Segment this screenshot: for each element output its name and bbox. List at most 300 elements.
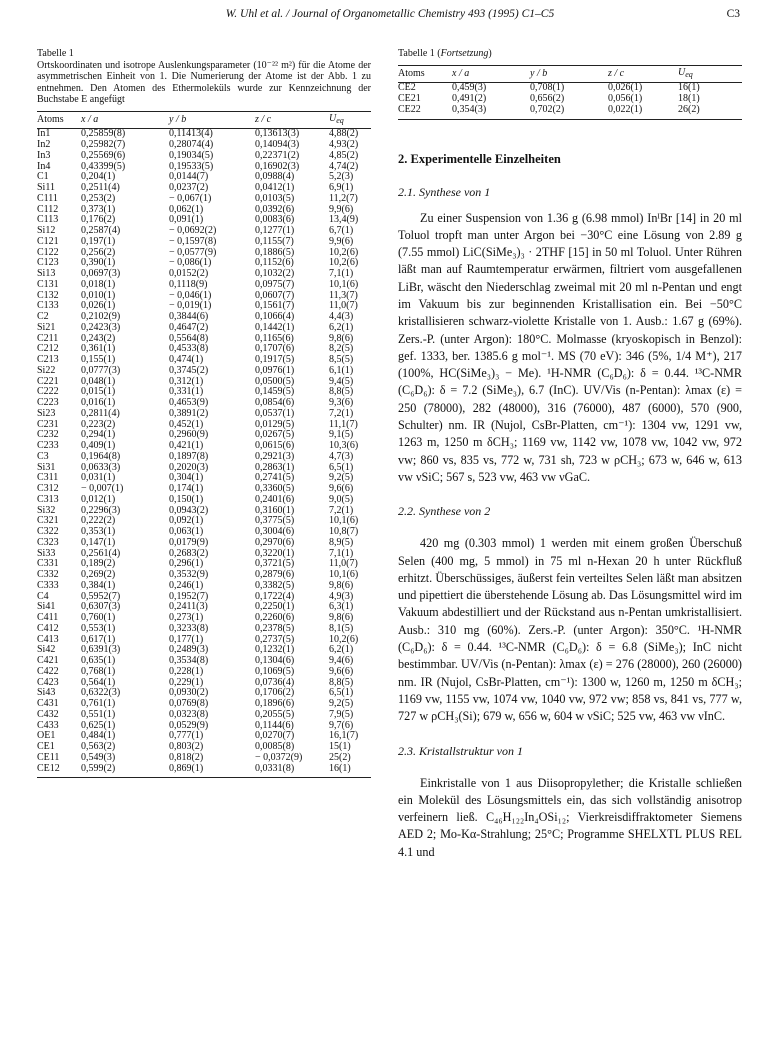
z-coordinate: 0,1707(6) (255, 343, 295, 355)
x-coordinate: 0,018(1) (81, 278, 116, 290)
table-caption: Ortskoordinaten und isotrope Auslenkungsparameter (10⁻²² m²) für die Atome der asymmetrischen Einheit von 1. Die Numerierung der Atome ist der Abb. 1 zu entnehmen. Den Atomen des Ethermoleküls wurde zur Kennzeichnung der Buchstabe E angefügt (37, 59, 371, 105)
table-row (37, 624, 371, 635)
y-coordinate: 0,091(1) (169, 214, 204, 226)
z-coordinate: − 0,0372(9) (255, 751, 303, 763)
x-coordinate: 0,761(1) (81, 698, 116, 709)
y-coordinate: 0,229(1) (169, 676, 204, 688)
z-coordinate: 0,0854(6) (255, 397, 295, 408)
atom-label: C232 (37, 429, 59, 441)
ueq-value: 6,3(1) (329, 601, 354, 613)
x-coordinate: 0,197(1) (81, 235, 116, 247)
z-coordinate: 0,3775(5) (255, 515, 295, 527)
ueq-value: 13,4(9) (329, 214, 359, 226)
z-coordinate: 0,1442(1) (255, 321, 295, 333)
y-coordinate: 0,19034(5) (169, 149, 214, 161)
atom-label: Si23 (37, 407, 56, 419)
y-coordinate: 0,2683(2) (169, 547, 209, 559)
table-row (37, 194, 371, 205)
z-coordinate: 0,0975(7) (255, 278, 295, 290)
x-coordinate: 0,551(1) (81, 708, 116, 720)
subsection-title-1: 2.1. Synthese von 1 (398, 184, 491, 199)
y-coordinate: 0,273(1) (169, 612, 204, 623)
x-coordinate: 0,353(1) (81, 526, 116, 537)
atom-label: C421 (37, 655, 59, 666)
running-title: W. Uhl et al. / Journal of Organometallic Chemistry 493 (1995) C1–C5 (225, 8, 555, 20)
z-coordinate: 0,2250(1) (255, 601, 295, 613)
paragraph-synthesis-2: 420 mg (0.303 mmol) 1 werden mit einem großen Überschuß Selen (400 mg, 5 mmol) in 75 ml n-Hexan 20 h unter Rückfluß erhitzt. Überschüssiges, äußerst fein verteiltes Selen läßt man absitzen und pipettiert die überstehende Lösung ab. Das Lösungsmittel wird im Vakuum abdestilliert und der Rückstand aus n-Pentan umkristallisiert. Ausb.: 310 mg (60%). Zers.-P. (unter Argon): 350°C. ¹H-NMR (C₆D₆): δ = 0.44. ¹³C-NMR (C₆D₆): δ = 6.8 (SiMe₃); InC nicht bestimmbar. UV/Vis (n-Pentan): λmax (ε) = 276 (28000), 260 (26000) nm. IR (Nujol, CsBr-Platten, cm⁻¹): 1300 w, 1260 m, 1250 m δCH₃; 1169 vw, 1155 vw, 1074 vw, 1040 vw, 972 vw; 858 vs, 841 vs, 777 w, 727 w ρCH₃(Si); 679 w, 656 w, 604 w νSiC; 525 vw, 463 vw νInC. (398, 536, 742, 724)
atom-label: C222 (37, 386, 59, 398)
atom-label: C212 (37, 343, 59, 355)
x-coordinate: 0,010(1) (81, 289, 116, 301)
atom-label: C233 (37, 440, 59, 451)
x-coordinate: 0,361(1) (81, 343, 116, 355)
col-header-atoms: Atoms (37, 113, 64, 125)
ueq-value: 8,8(5) (329, 386, 354, 398)
ueq-value: 9,8(6) (329, 579, 354, 591)
x-coordinate: 0,155(1) (81, 354, 116, 365)
z-coordinate: 0,2879(6) (255, 569, 295, 580)
table-row (37, 538, 371, 549)
ueq-value: 10,1(6) (329, 278, 359, 290)
ueq-value: 9,0(5) (329, 493, 354, 505)
atom-label: In2 (37, 139, 51, 150)
atom-label: Si12 (37, 225, 56, 236)
atom-label: C213 (37, 354, 59, 365)
ueq-value: 9,4(6) (329, 655, 354, 666)
y-coordinate: 0,3745(2) (169, 364, 209, 376)
subsection-title-2: 2.2. Synthese von 2 (398, 504, 491, 519)
running-header (40, 8, 740, 24)
atom-label: CE12 (37, 762, 60, 774)
atom-label: C2 (37, 311, 49, 322)
ueq-value: 9,2(5) (329, 698, 354, 709)
ueq-value: 10,2(6) (329, 257, 359, 269)
y-coordinate: 0,246(1) (169, 579, 204, 591)
atom-label: CE2 (398, 82, 416, 94)
cont-col-header-x: x / a (452, 67, 470, 79)
ueq-symbol: U (329, 112, 337, 124)
ueq-value: 8,5(5) (329, 354, 354, 365)
table-row (37, 409, 371, 420)
z-coordinate: 0,2401(6) (255, 493, 295, 505)
z-coordinate: 0,1886(5) (255, 246, 295, 258)
z-coordinate: 0,1152(6) (255, 257, 294, 269)
y-coordinate: − 0,019(1) (169, 300, 212, 312)
atom-label: C333 (37, 579, 59, 591)
z-coordinate: 0,22371(2) (255, 149, 300, 161)
ueq-value: 7,2(1) (329, 504, 354, 516)
paragraph-synthesis-1: Zu einer Suspension von 1.36 g (6.98 mmol) InᴵBr [14] in 20 ml Toluol tropft man unter Argon bei −30°C eine Lösung von 2.89 g (7.55 mmol) LiC(SiMe₃)₃ · 2THF [15] in 50 ml Toluol. Unter Rühren läßt man auf Raumtemperatur erwärmen, filtriert vom ausgefallenen LiBr, wäscht den Niederschlag zweimal mit 20 ml n-Pentan und engt im Vakuum bis zur beginnenden Kristallisation ein. Bei −50°C kristallisieren schwarz-violette Kristalle von 1. Ausb.: 1.67 g (69%). Zers.-P. (unter Argon): 180°C. Molmasse (kryoskopisch in Benzol): gef. 1333, ber. 1385.6 g mol⁻¹. MS (70 eV): 346 (5%, 1/4 M⁺), 217 (100%, HC(SiMe₃)₃ − Me). ¹H-NMR (C₆D₆): δ = 0.44. ¹³C-NMR (C₆D₆): δ = 7.2 (SiMe₃), 6.7 (InC). UV/Vis (n-Pentan): λmax (ε) = 250 (78000), 282 (48000), 316 (76000), 487 (6000), 570 (900, Schulter) nm. IR (Nujol, CsBr-Platten, cm⁻¹): 1304 vw, 1291 vw, 1263 m, 1250 m δCH₃; 1169 vw, 1142 vw, 1078 vw, 1042 vw, 972 vw; 860 vs, 835 vs, 772 w, 731 sh, 723 w ρCH₃; 673 w, 646 w, 613 vw νSiC; 567 s, 523 vw, 463 vw νGaC. (398, 210, 742, 484)
x-coordinate: 0,409(1) (81, 440, 116, 451)
x-coordinate: 0,390(1) (81, 257, 116, 269)
ueq-value: 16(1) (678, 82, 700, 94)
atom-label: C4 (37, 590, 49, 602)
y-coordinate: 0,296(1) (169, 558, 204, 570)
ueq-value: 11,0(7) (329, 300, 358, 312)
x-coordinate: 0,048(1) (81, 375, 116, 387)
ueq-value: 10,1(6) (329, 515, 359, 527)
z-coordinate: 0,1561(7) (255, 300, 295, 312)
z-coordinate: 0,2260(6) (255, 612, 295, 623)
atom-label: Si43 (37, 687, 56, 699)
x-coordinate: 0,015(1) (81, 386, 116, 398)
atom-label: C412 (37, 622, 59, 634)
y-coordinate: − 0,0692(2) (169, 225, 217, 236)
z-coordinate: 0,0500(5) (255, 375, 295, 387)
cont-col-header-atoms: Atoms (398, 67, 425, 79)
x-coordinate: 0,294(1) (81, 429, 116, 441)
ueq-value: 7,1(1) (329, 268, 354, 279)
y-coordinate: 0,11413(4) (169, 128, 213, 140)
y-coordinate: − 0,046(1) (169, 289, 212, 301)
x-coordinate: 0,2561(4) (81, 547, 121, 559)
y-coordinate: 0,0930(2) (169, 687, 209, 699)
ueq-value: 16,1(7) (329, 730, 359, 742)
x-coordinate: 0,176(2) (81, 214, 116, 226)
y-coordinate: 0,177(1) (169, 633, 204, 645)
atom-label: Si31 (37, 461, 56, 473)
ueq-value: 9,9(6) (329, 203, 354, 215)
y-coordinate: 0,452(1) (169, 418, 204, 430)
atom-label: OE1 (37, 730, 56, 742)
z-coordinate: 0,0267(5) (255, 429, 295, 441)
table-label: Tabelle 1 (37, 48, 74, 59)
x-coordinate: 0,2102(9) (81, 311, 121, 322)
right-column (398, 48, 742, 861)
atom-label: C423 (37, 676, 59, 688)
atom-label: Si13 (37, 268, 56, 279)
x-coordinate: − 0,007(1) (81, 483, 124, 494)
x-coordinate: 0,1964(8) (81, 450, 121, 462)
x-coordinate: 0,635(1) (81, 655, 116, 666)
z-coordinate: 0,0607(7) (255, 289, 295, 301)
y-coordinate: 0,062(1) (169, 203, 204, 215)
ueq-value: 8,1(5) (329, 622, 354, 634)
z-coordinate: 0,2737(5) (255, 633, 295, 645)
left-column (37, 48, 371, 778)
atom-label: In3 (37, 149, 51, 161)
x-coordinate: 0,016(1) (81, 397, 116, 408)
atom-label: C223 (37, 397, 59, 408)
x-coordinate: 0,256(2) (81, 246, 116, 258)
coordinate-table-body (37, 129, 371, 774)
ueq-value: 26(2) (678, 103, 700, 115)
table-cont-bottom-rule (398, 119, 742, 120)
z-coordinate: 0,2921(3) (255, 450, 295, 462)
ueq-value: 10,8(7) (329, 526, 359, 537)
table-row (37, 452, 371, 463)
atom-label: C131 (37, 278, 59, 290)
x-coordinate: 0,6391(3) (81, 644, 121, 656)
z-coordinate: 0,1165(6) (255, 332, 294, 344)
ueq-value: 6,5(1) (329, 687, 354, 699)
z-coordinate: 0,0103(5) (255, 192, 295, 204)
coordinate-table-continued (398, 66, 742, 116)
y-coordinate: 0,656(2) (530, 93, 565, 104)
table-cont-label: Tabelle 1 (Fortsetzung) (398, 48, 492, 59)
y-coordinate: 0,28074(4) (169, 139, 214, 150)
y-coordinate: − 0,1597(8) (169, 235, 217, 247)
x-coordinate: 0,223(2) (81, 418, 116, 430)
atom-label: C132 (37, 289, 59, 301)
atom-label: Si32 (37, 504, 56, 516)
ueq-value: 4,74(2) (329, 160, 359, 172)
y-coordinate: 0,803(2) (169, 741, 204, 752)
ueq-value: 18(1) (678, 93, 700, 104)
y-coordinate: 0,5564(8) (169, 332, 209, 344)
cont-col-header-y: y / b (530, 67, 548, 79)
ueq-value: 7,1(1) (329, 547, 354, 559)
ueq-value: 6,9(1) (329, 182, 354, 193)
y-coordinate: 0,228(1) (169, 665, 204, 677)
y-coordinate: − 0,067(1) (169, 192, 212, 204)
ueq-value: 9,4(5) (329, 375, 354, 387)
cont-col-header-z: z / c (608, 67, 625, 79)
table-header-row (37, 112, 371, 129)
x-coordinate: 0,5952(7) (81, 590, 121, 602)
ueq-value: 9,9(6) (329, 235, 354, 247)
z-coordinate: 0,1896(6) (255, 698, 295, 709)
z-coordinate: 0,16902(3) (255, 160, 300, 172)
x-coordinate: 0,026(1) (81, 300, 116, 312)
coordinate-table (37, 112, 371, 775)
y-coordinate: 0,474(1) (169, 354, 204, 365)
y-coordinate: 0,0943(2) (169, 504, 209, 516)
x-coordinate: 0,564(1) (81, 676, 116, 688)
atom-label: C312 (37, 483, 59, 494)
table-row (37, 753, 371, 764)
table-row (37, 323, 371, 334)
z-coordinate: 0,0331(8) (255, 762, 295, 774)
y-coordinate: 0,3534(8) (169, 655, 209, 666)
x-coordinate: 0,25982(7) (81, 139, 126, 150)
x-coordinate: 0,2811(4) (81, 407, 120, 419)
z-coordinate: 0,2863(1) (255, 461, 295, 473)
z-coordinate: 0,1069(5) (255, 665, 295, 677)
ueq-value: 9,7(6) (329, 719, 354, 731)
atom-label: C123 (37, 257, 59, 269)
ueq-value: 25(2) (329, 751, 351, 763)
atom-label: In4 (37, 160, 51, 172)
z-coordinate: 0,3360(5) (255, 483, 295, 494)
z-coordinate: 0,1144(6) (255, 719, 294, 731)
x-coordinate: 0,204(1) (81, 171, 116, 183)
col-header-x: x / a (81, 113, 99, 125)
x-coordinate: 0,6322(3) (81, 687, 121, 699)
x-coordinate: 0,0777(3) (81, 364, 121, 376)
atom-label: C411 (37, 612, 59, 623)
atom-label: C3 (37, 450, 49, 462)
atom-label: C311 (37, 472, 59, 484)
x-coordinate: 0,012(1) (81, 493, 116, 505)
z-coordinate: 0,0083(6) (255, 214, 295, 226)
atom-label: C221 (37, 375, 59, 387)
col-header-y: y / b (169, 113, 187, 125)
ueq-value: 4,88(2) (329, 128, 359, 140)
z-coordinate: 0,3160(1) (255, 504, 295, 516)
paragraph-crystal-structure: Einkristalle von 1 aus Diisopropylether; die Kristalle schließen ein Molekül des Lösungsmittels ein, das sich vollständig anisotrop verfeinern ließ. C₄₆H₁₂₂In₄OSi₁₂; Vierkreisdiffraktometer Siemens AED 2; Mo-Kα-Strahlung; 25°C; Programme SHELXTL PLUS REL 4.1 und (398, 775, 742, 859)
z-coordinate: 0,1722(4) (255, 590, 295, 602)
x-coordinate: 0,0697(3) (81, 268, 121, 279)
table-row (37, 581, 371, 592)
table-cont-header-row (398, 66, 742, 83)
atom-label: C231 (37, 418, 59, 430)
y-coordinate: 0,1118(9) (169, 278, 208, 290)
z-coordinate: 0,0537(1) (255, 407, 295, 419)
table-row (37, 495, 371, 506)
y-coordinate: 0,2411(3) (169, 601, 208, 613)
z-coordinate: 0,1706(2) (255, 687, 295, 699)
table-row (37, 710, 371, 721)
y-coordinate: 0,304(1) (169, 472, 204, 484)
x-coordinate: 0,484(1) (81, 730, 116, 742)
atom-label: C332 (37, 569, 59, 580)
ueq-value: 9,3(6) (329, 397, 354, 408)
atom-label: Si41 (37, 601, 56, 613)
z-coordinate: 0,0085(8) (255, 741, 295, 752)
x-coordinate: 0,2296(3) (81, 504, 121, 516)
table-row (37, 366, 371, 377)
atom-label: Si21 (37, 321, 56, 333)
z-coordinate: 0,1032(2) (255, 268, 295, 279)
y-coordinate: 0,0237(2) (169, 182, 209, 193)
atom-label: C111 (37, 192, 58, 204)
ueq-value: 6,5(1) (329, 461, 354, 473)
cont-col-header-ueq (678, 66, 742, 83)
y-coordinate: − 0,0577(9) (169, 246, 217, 258)
z-coordinate: 0,1459(5) (255, 386, 295, 398)
x-coordinate: 0,031(1) (81, 472, 116, 484)
table-row (37, 151, 371, 162)
y-coordinate: 0,3233(8) (169, 622, 209, 634)
x-coordinate: 0,384(1) (81, 579, 116, 591)
ueq-value: 7,9(5) (329, 708, 354, 720)
z-coordinate: 0,0736(4) (255, 676, 295, 688)
y-coordinate: 0,818(2) (169, 751, 204, 763)
col-header-z: z / c (255, 113, 272, 125)
x-coordinate: 0,43399(5) (81, 160, 126, 172)
atom-label: C322 (37, 526, 59, 537)
ueq-value: 11,2(7) (329, 192, 358, 204)
ueq-value: 6,1(1) (329, 364, 354, 376)
coordinate-table-continued-body (398, 83, 742, 115)
x-coordinate: 0,553(1) (81, 622, 116, 634)
y-coordinate: 0,2489(3) (169, 644, 209, 656)
x-coordinate: 0,625(1) (81, 719, 116, 731)
y-coordinate: 0,312(1) (169, 375, 204, 387)
ueq-value: 4,93(2) (329, 139, 359, 150)
atom-label: C323 (37, 536, 59, 548)
atom-label: C113 (37, 214, 59, 226)
table-row (37, 764, 371, 775)
x-coordinate: 0,25859(8) (81, 128, 126, 140)
x-coordinate: 0,354(3) (452, 103, 487, 115)
ueq-value: 11,1(7) (329, 418, 358, 430)
atom-label: CE1 (37, 741, 55, 752)
atom-label: C321 (37, 515, 59, 527)
atom-label: C422 (37, 665, 59, 677)
table-row (37, 280, 371, 291)
z-coordinate: 0,2741(5) (255, 472, 295, 484)
atom-label: In1 (37, 128, 51, 140)
x-coordinate: 0,2511(4) (81, 182, 120, 193)
ueq-value: 9,6(6) (329, 665, 354, 677)
y-coordinate: 0,4533(8) (169, 343, 209, 355)
atom-label: C211 (37, 332, 59, 344)
z-coordinate: 0,0129(5) (255, 418, 295, 430)
atom-label: C121 (37, 235, 59, 247)
y-coordinate: 0,869(1) (169, 762, 204, 774)
ueq-value: 8,9(5) (329, 536, 354, 548)
ueq-value: 9,8(6) (329, 612, 354, 623)
y-coordinate: 0,174(1) (169, 483, 204, 494)
x-coordinate: 0,599(2) (81, 762, 116, 774)
ueq-value: 15(1) (329, 741, 351, 752)
ueq-value: 9,8(6) (329, 332, 354, 344)
y-coordinate: 0,0769(8) (169, 698, 209, 709)
atom-label: C133 (37, 300, 59, 312)
atom-label: C413 (37, 633, 59, 645)
ueq-value: 4,85(2) (329, 149, 359, 161)
x-coordinate: 0,491(2) (452, 93, 487, 104)
z-coordinate: 0,0392(6) (255, 203, 295, 215)
atom-label: C112 (37, 203, 59, 215)
ueq-value: 9,2(5) (329, 472, 354, 484)
ueq-value: 10,3(6) (329, 440, 359, 451)
atom-label: C122 (37, 246, 59, 258)
y-coordinate: 0,19533(5) (169, 160, 214, 172)
table-row (37, 237, 371, 248)
z-coordinate: 0,1917(5) (255, 354, 295, 365)
ueq-value: 6,2(1) (329, 644, 354, 656)
ueq-value: 10,1(6) (329, 569, 359, 580)
atom-label: C433 (37, 719, 59, 731)
z-coordinate: 0,1155(7) (255, 235, 294, 247)
table-row (37, 667, 371, 678)
y-coordinate: 0,1897(8) (169, 450, 209, 462)
z-coordinate: 0,1066(4) (255, 311, 295, 322)
z-coordinate: 0,026(1) (608, 82, 643, 94)
atom-label: CE22 (398, 103, 421, 115)
z-coordinate: 0,3220(1) (255, 547, 295, 559)
z-coordinate: 0,2970(6) (255, 536, 295, 548)
y-coordinate: 0,0144(7) (169, 171, 209, 183)
z-coordinate: 0,1304(6) (255, 655, 295, 666)
y-coordinate: 0,3891(2) (169, 407, 209, 419)
z-coordinate: 0,0988(4) (255, 171, 295, 183)
ueq-value: 11,3(7) (329, 289, 358, 301)
ueq-value: 10,2(6) (329, 633, 359, 645)
cont-ueq-symbol: U (678, 66, 686, 78)
z-coordinate: 0,1232(1) (255, 644, 295, 656)
z-coordinate: 0,13613(3) (255, 128, 300, 140)
ueq-value: 8,2(5) (329, 343, 354, 355)
y-coordinate: 0,2960(9) (169, 429, 209, 441)
section-title: 2. Experimentelle Einzelheiten (398, 151, 561, 166)
ueq-value: 6,7(1) (329, 225, 354, 236)
y-coordinate: 0,0323(8) (169, 708, 209, 720)
ueq-value: 7,2(1) (329, 407, 354, 419)
ueq-value: 6,2(1) (329, 321, 354, 333)
x-coordinate: 0,760(1) (81, 612, 116, 623)
atom-label: Si33 (37, 547, 56, 559)
atom-label: C432 (37, 708, 59, 720)
x-coordinate: 0,222(2) (81, 515, 116, 527)
x-coordinate: 0,6307(3) (81, 601, 121, 613)
y-coordinate: − 0,086(1) (169, 257, 212, 269)
x-coordinate: 0,2587(4) (81, 225, 121, 236)
z-coordinate: 0,056(1) (608, 93, 643, 104)
